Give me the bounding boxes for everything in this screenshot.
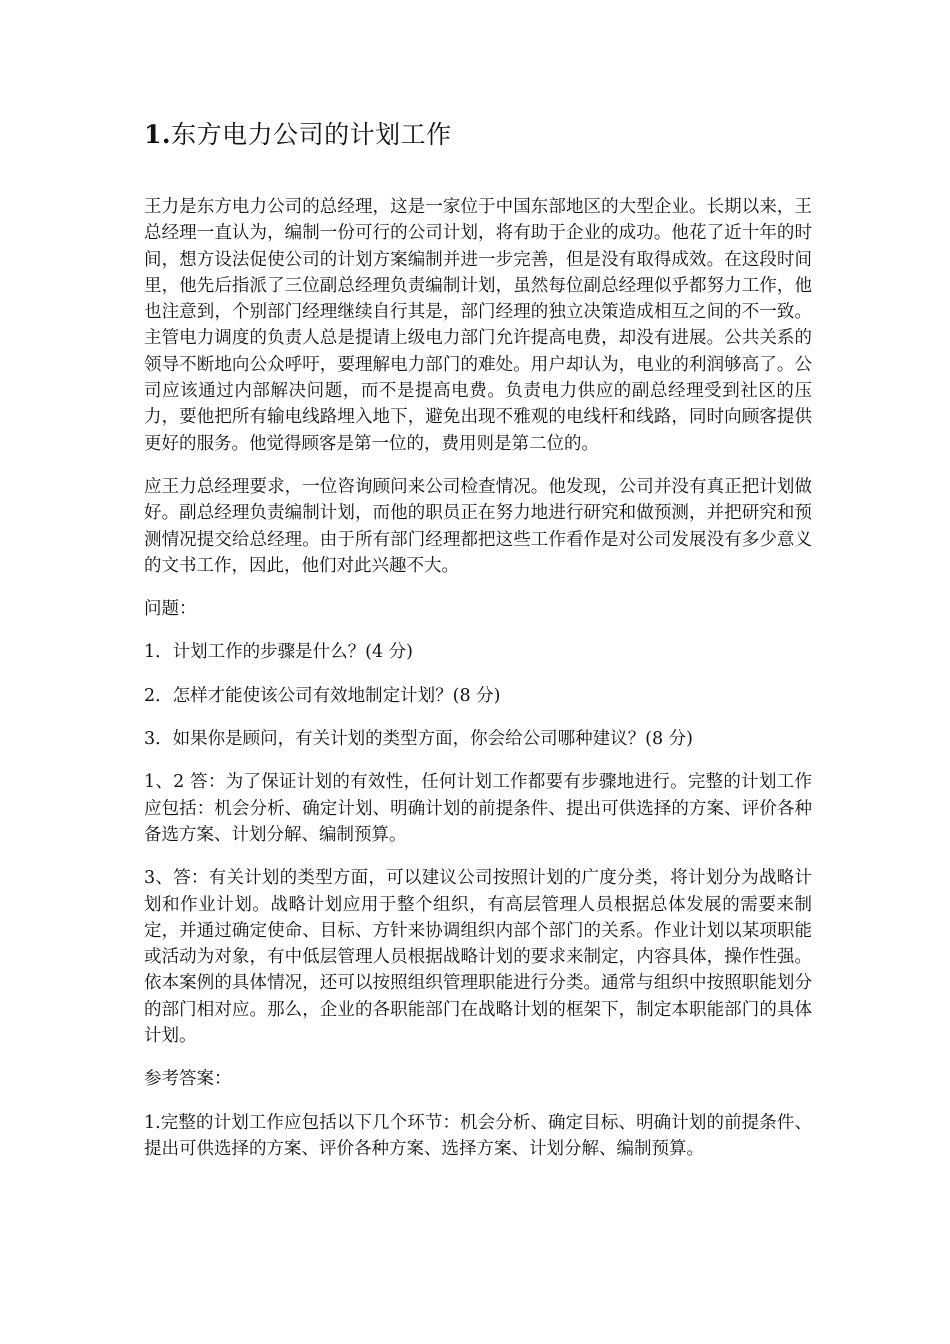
document-title bbox=[144, 112, 812, 158]
answer-1-2: 1、2 答：为了保证计划的有效性，任何计划工作都要有步骤地进行。完整的计划工作应包括：机会分析、确定计划、明确计划的前提条件、提出可供选择的方案、评价各种备选方案、计划分解、编制预算。 bbox=[144, 772, 812, 845]
reference-answer-1: 1.完整的计划工作应包括以下几个环节：机会分析、确定目标、明确计划的前提条件、提出可供选择的方案、评价各种方案、选择方案、计划分解、编制预算。 bbox=[144, 1112, 812, 1159]
paragraph-consultant: 应王力总经理要求，一位咨询顾问来公司检查情况。他发现，公司并没有真正把计划做好。副总经理负责编制计划，而他的职员正在努力地进行研究和做预测，并把研究和预测情况提交给总经理。由于所有部门经理都把这些工作看作是对公司发展没有多少意义的文书工作，因此，他们对此兴趣不大。 bbox=[144, 476, 812, 576]
document-page bbox=[144, 112, 812, 1179]
title-text: 东方电力公司的计划工作 bbox=[171, 120, 452, 149]
question-3: 3．如果你是顾问，有关计划的类型方面，你会给公司哪种建议？(8 分) bbox=[144, 729, 693, 750]
questions-heading: 问题： bbox=[144, 599, 197, 620]
answer-3: 3、答：有关计划的类型方面，可以建议公司按照计划的广度分类，将计划分为战略计划和作业计划。战略计划应用于整个组织，有高层管理人员根据总体发展的需要来制定，并通过确定使命、目标、方针来协调组织内部个部门的关系。作业计划以某项职能或活动为对象，有中低层管理人员根据战略计划的要求来制定，内容具体，操作性强。依本案例的具体情况，还可以按照组织管理职能进行分类。通常与组织中按照职能划分的部门相对应。那么，企业的各职能部门在战略计划的框架下，制定本职能部门的具体计划。 bbox=[144, 868, 812, 1047]
title-number: 1. bbox=[144, 120, 172, 149]
question-1: 1．计划工作的步骤是什么？(4 分) bbox=[144, 642, 413, 663]
question-2: 2．怎样才能使该公司有效地制定计划？(8 分) bbox=[144, 685, 501, 706]
paragraph-background: 王力是东方电力公司的总经理，这是一家位于中国东部地区的大型企业。长期以来，王总经理一直认为，编制一份可行的公司计划，将有助于企业的成功。他花了近十年的时间，想方设法促使公司的计划方案编制并进一步完善，但是没有取得成效。在这段时间里，他先后指派了三位副总经理负责编制计划，虽然每位副总经理似乎都努力工作，他也注意到，个别部门经理继续自行其是，部门经理的独立决策造成相互之间的不一致。主管电力调度的负责人总是提请上级电力部门允许提高电费，却没有进展。公共关系的领导不断地向公众呼吁，要理解电力部门的难处。用户却认为，电业的利润够高了。公司应该通过内部解决问题，而不是提高电费。负责电力供应的副总经理受到社区的压力，要他把所有输电线路埋入地下，避免出现不雅观的电线杆和线路，同时向顾客提供更好的服务。他觉得顾客是第一位的，费用则是第二位的。 bbox=[144, 197, 812, 454]
reference-answer-heading: 参考答案： bbox=[144, 1069, 232, 1090]
